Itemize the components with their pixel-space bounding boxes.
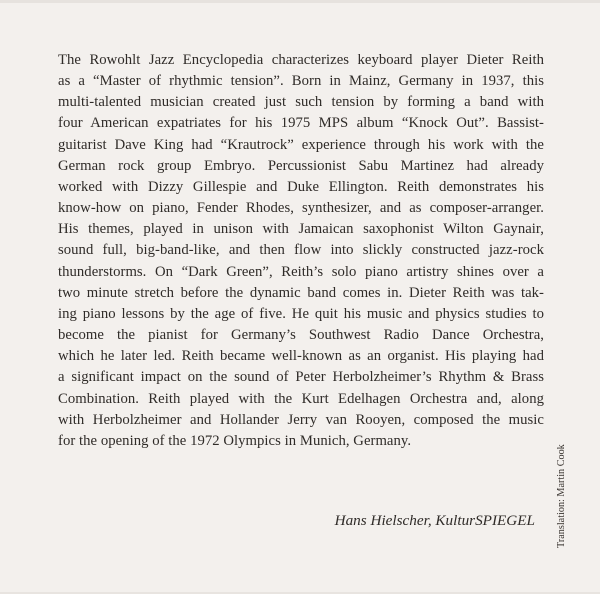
article-line: His themes, played in unison with Jamaican saxophonist Wilton Gaynair, [58, 221, 544, 238]
article-line: which he later led. Reith became well-known as an organist. His playing had [58, 348, 544, 365]
article-body [58, 50, 544, 452]
article-line: worked with Dizzy Gillespie and Duke Ellington. Reith demonstrates his [58, 178, 544, 195]
article-line: know-how on piano, Fender Rhodes, synthesizer, and as composer-arranger. [58, 200, 544, 217]
author-signature: Hans Hielscher, KulturSPIEGEL [334, 512, 535, 529]
article-line: Combination. Reith played with the Kurt Edelhagen Orchestra and, along [58, 390, 544, 407]
article-line: guitarist Dave King had “Krautrock” experience through his work with the [58, 136, 544, 153]
page-top-edge [0, 0, 600, 3]
article-line: for the opening of the 1972 Olympics in Munich, Germany. [58, 432, 412, 449]
article-line: German rock group Embryo. Percussionist Sabu Martinez had already [58, 157, 544, 174]
article-line: sound full, big-band-like, and then flow into slickly constructed jazz-rock [58, 242, 544, 259]
article-line: with Herbolzheimer and Hollander Jerry van Rooyen, composed the music [58, 411, 544, 428]
article-line: The Rowohlt Jazz Encyclopedia characterizes keyboard player Dieter Reith [58, 52, 544, 68]
article-line: ing piano lessons by the age of five. He quit his music and physics studies to [58, 305, 544, 322]
article-line: as a “Master of rhythmic tension”. Born in Mainz, Germany in 1937, this [58, 73, 544, 90]
article-line: multi-talented musician created just such tension by forming a band with [58, 94, 544, 111]
article-line: four American expatriates for his 1975 MPS album “Knock Out”. Bassist- [58, 115, 544, 132]
article-line: a significant impact on the sound of Peter Herbolzheimer’s Rhythm & Brass [58, 369, 544, 386]
article-line: two minute stretch before the dynamic band comes in. Dieter Reith was tak- [58, 284, 544, 301]
translation-credit: Translation: Martin Cook [556, 444, 567, 548]
article-line: thunderstorms. On “Dark Green”, Reith’s solo piano artistry shines over a [58, 263, 544, 280]
article-line: become the pianist for Germany’s Southwest Radio Dance Orchestra, [58, 327, 544, 344]
